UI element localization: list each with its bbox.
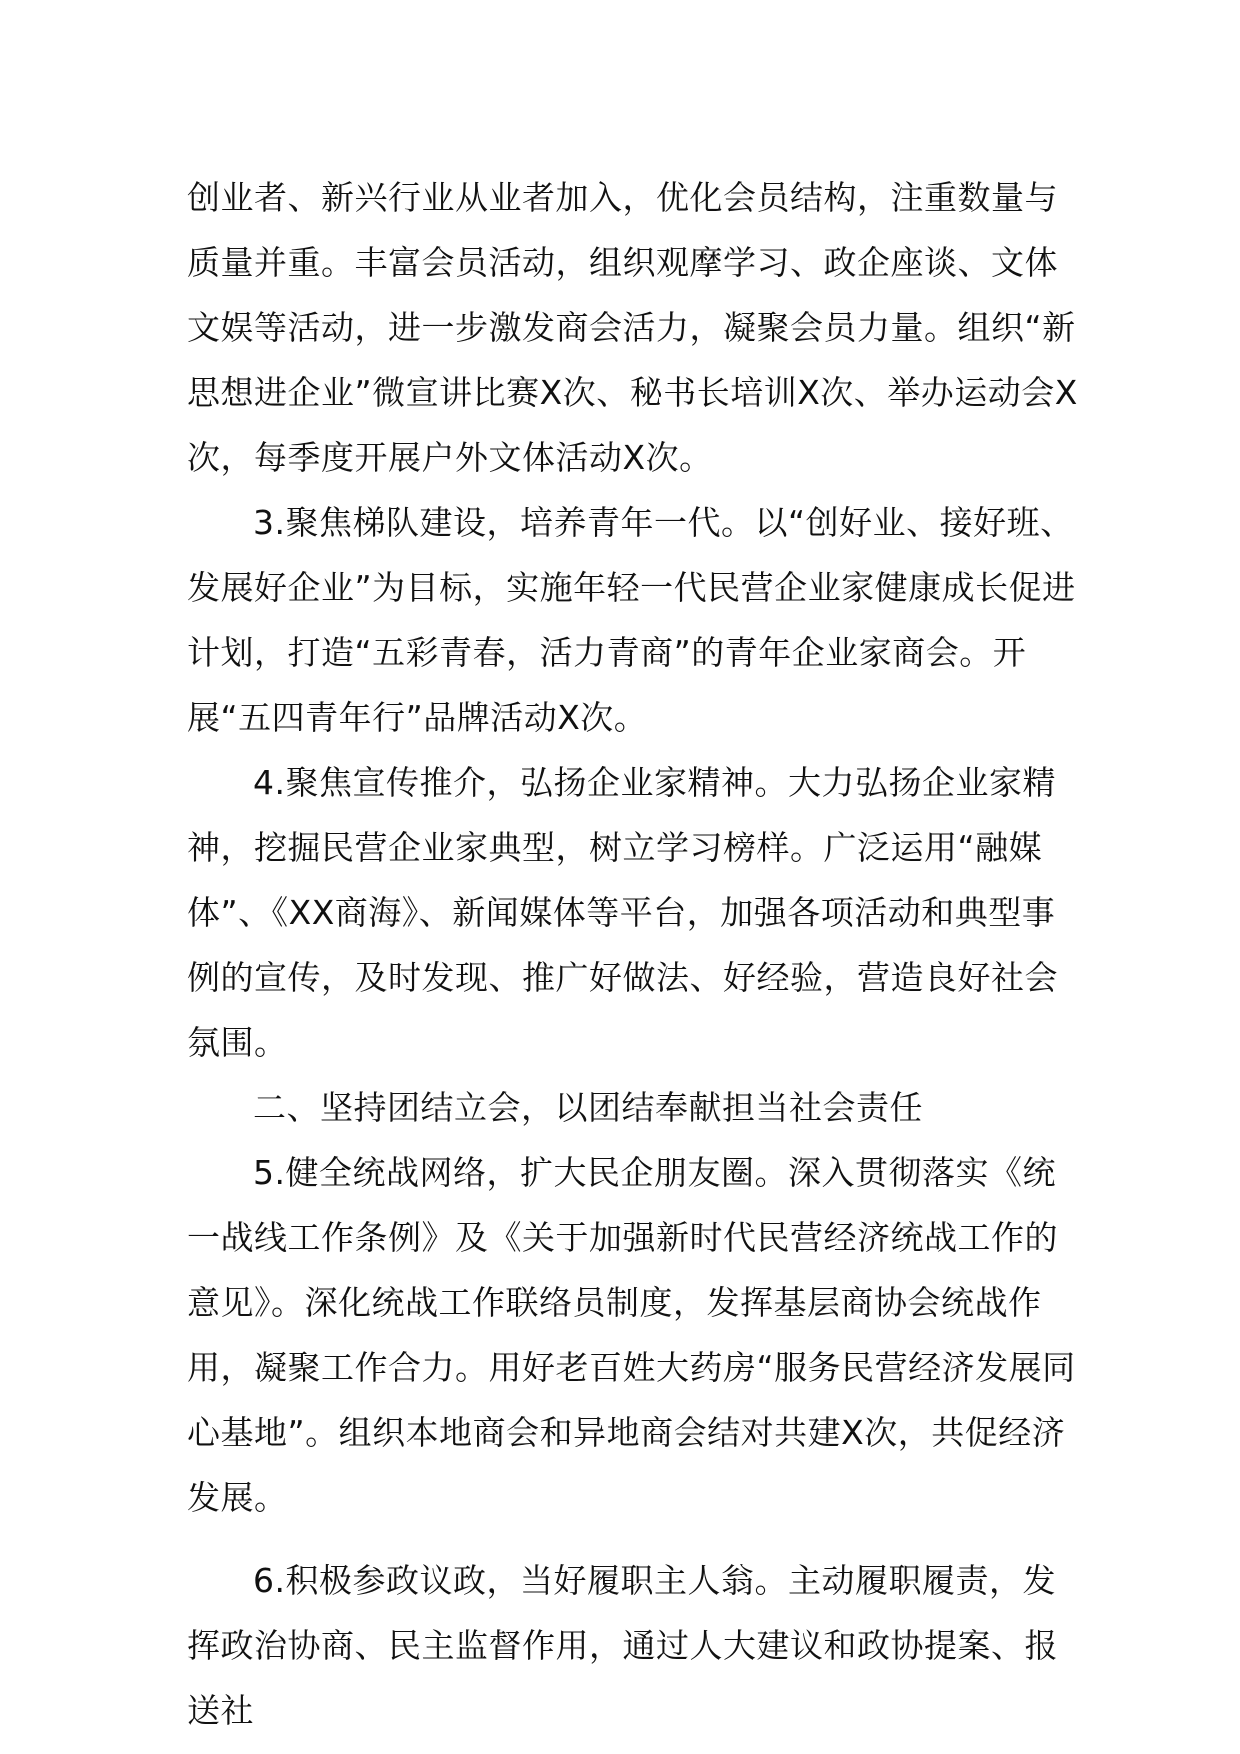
paragraph-united-front: 5.健全统战网络，扩大民企朋友圈。深入贯彻落实《统一战线工作条例》及《关于加强新时代民营经济统战工作的意见》。深化统战工作联络员制度，发挥基层商协会统战作用，凝聚工作合力。用好老百姓大药房“服务民营经济发展同心基地”。组织本地商会和异地商会结对共建X次，共促经济发展。 — [187, 1153, 1076, 1517]
paragraph-political-participation: 6.积极参政议政，当好履职主人翁。主动履职履责，发挥政治协商、民主监督作用，通过人大建议和政协提案、报送社 — [187, 1561, 1058, 1730]
section-heading-unity: 二、坚持团结立会，以团结奉献担当社会责任 — [253, 1088, 923, 1127]
document-body — [187, 165, 1087, 1743]
paragraph-membership: 创业者、新兴行业从业者加入，优化会员结构，注重数量与质量并重。丰富会员活动，组织观摩学习、政企座谈、文体文娱等活动，进一步激发商会活力，凝聚会员力量。组织“新思想进企业”微宣讲比赛X次、秘书长培训X次、举办运动会X次，每季度开展户外文体活动X次。 — [187, 178, 1078, 477]
paragraph-publicity: 4.聚焦宣传推介，弘扬企业家精神。大力弘扬企业家精神，挖掘民营企业家典型，树立学习榜样。广泛运用“融媒体”、《XX商海》、新闻媒体等平台，加强各项活动和典型事例的宣传，及时发现、推广好做法、好经验，营造良好社会氛围。 — [187, 763, 1058, 1062]
paragraph-youth: 3.聚焦梯队建设，培养青年一代。以“创好业、接好班、发展好企业”为目标，实施年轻一代民营企业家健康成长促进计划，打造“五彩青春，活力青商”的青年企业家商会。开展“五四青年行”品牌活动X次。 — [187, 503, 1076, 737]
